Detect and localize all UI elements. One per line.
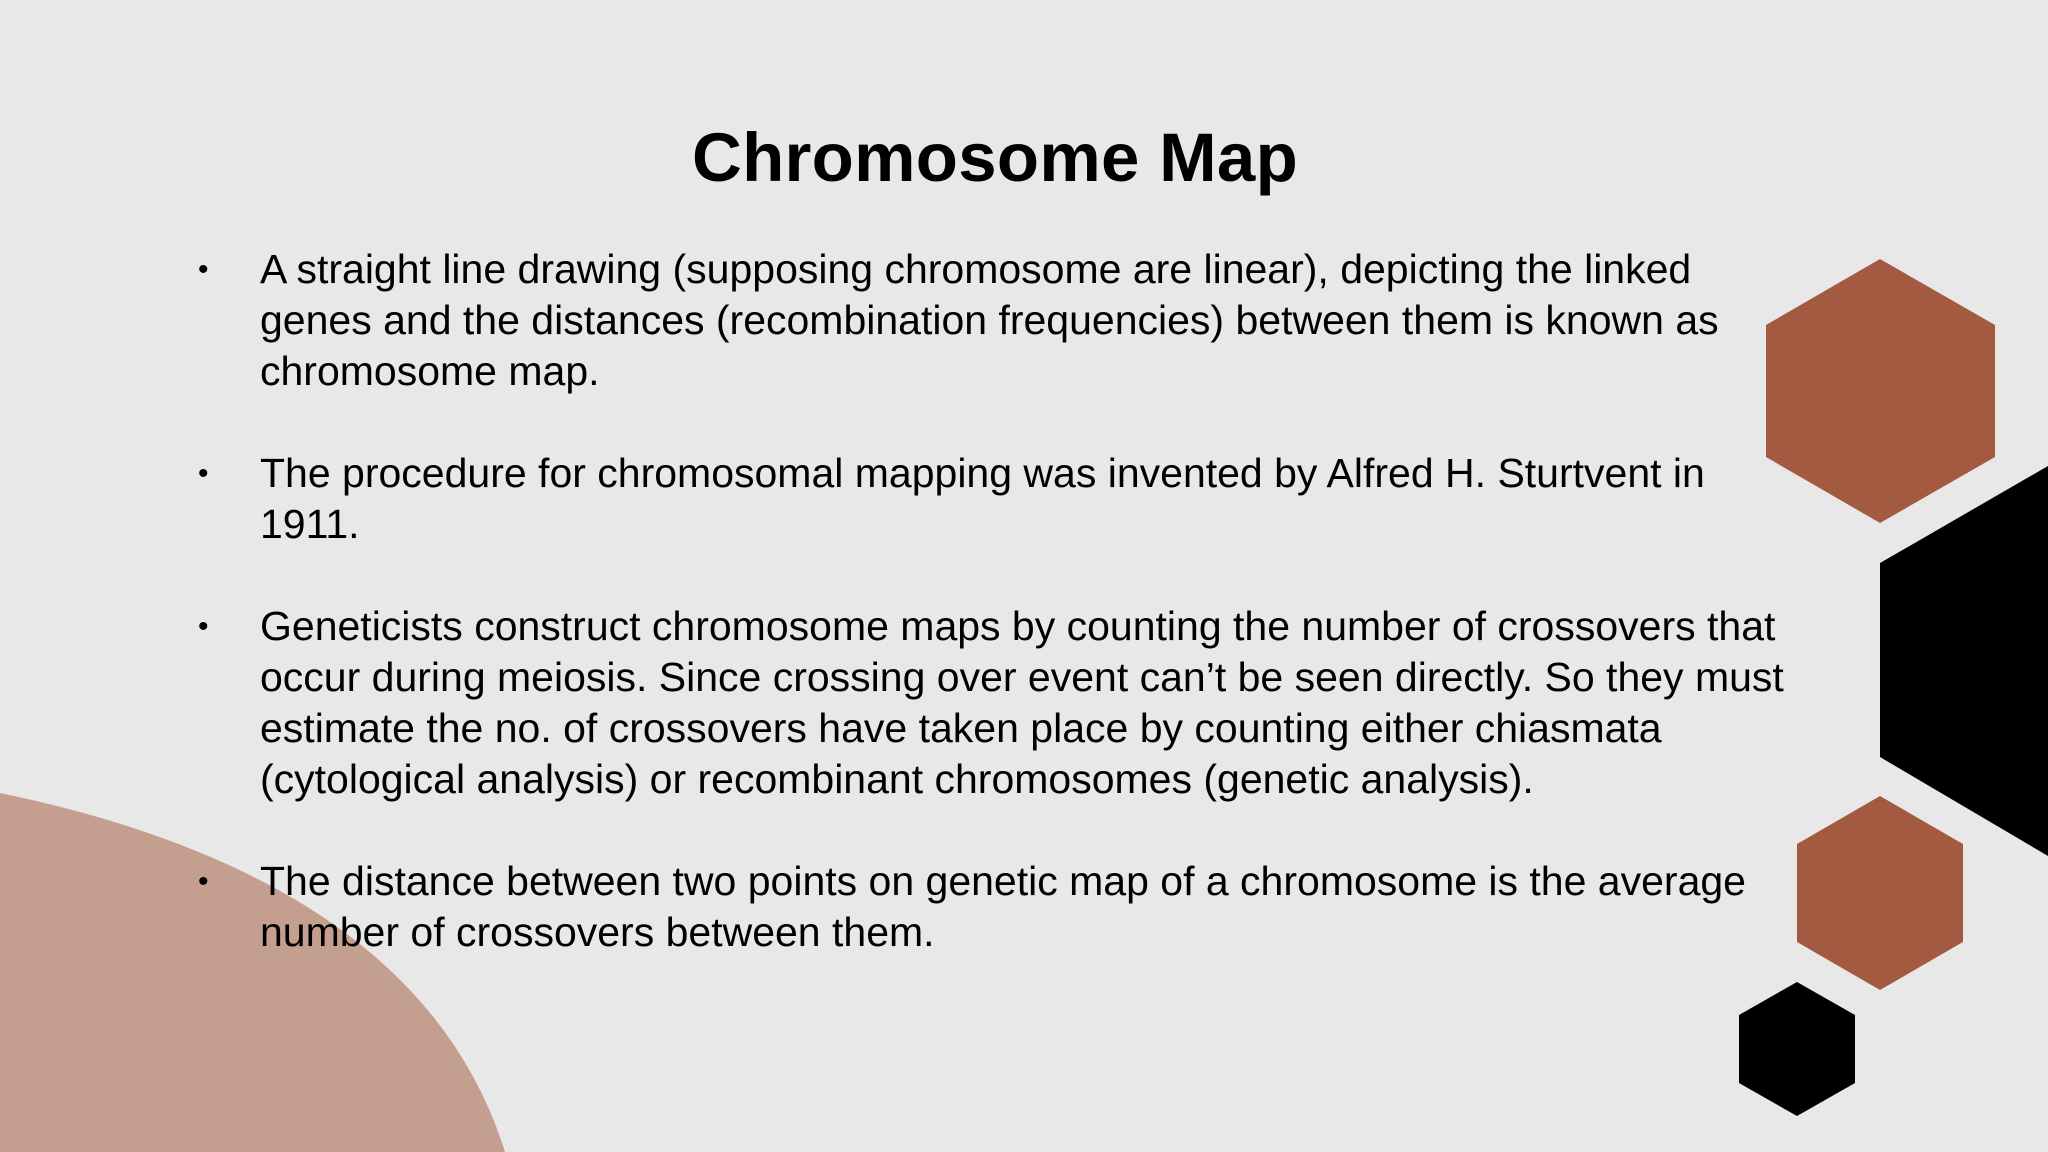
bullet-dot-icon: • xyxy=(198,610,209,643)
large-brown-hexagon xyxy=(1766,259,1995,523)
bullet-item xyxy=(198,856,1798,958)
bullet-text: The distance between two points on genetic map of a chromosome is the average number of crossovers between them. xyxy=(260,858,1746,955)
slide-title: Chromosome Map xyxy=(691,119,1299,196)
bullet-list xyxy=(198,244,1798,1009)
bullet-dot-icon: • xyxy=(198,457,209,490)
bullet-text: The procedure for chromosomal mapping was invented by Alfred H. Sturtvent in 1911. xyxy=(260,450,1705,547)
bullet-dot-icon: • xyxy=(198,253,209,286)
medium-brown-hexagon xyxy=(1797,796,1963,990)
bullet-item xyxy=(198,448,1798,550)
bullet-item xyxy=(198,244,1798,397)
bullet-text: Geneticists construct chromosome maps by counting the number of crossovers that occur during meiosis. Since crossing over event can’t be seen directly. So they must estimate the no. of crossovers have taken place by counting either chiasmata (cytological analysis) or recombinant chromosomes (genetic analysis). xyxy=(260,603,1784,802)
bullet-item xyxy=(198,601,1798,805)
bullet-text: A straight line drawing (supposing chromosome are linear), depicting the linked genes and the distances (recombination frequencies) between them is known as chromosome map. xyxy=(260,246,1719,394)
bullet-dot-icon: • xyxy=(198,865,209,898)
black-hexagon-large xyxy=(1880,466,2048,856)
